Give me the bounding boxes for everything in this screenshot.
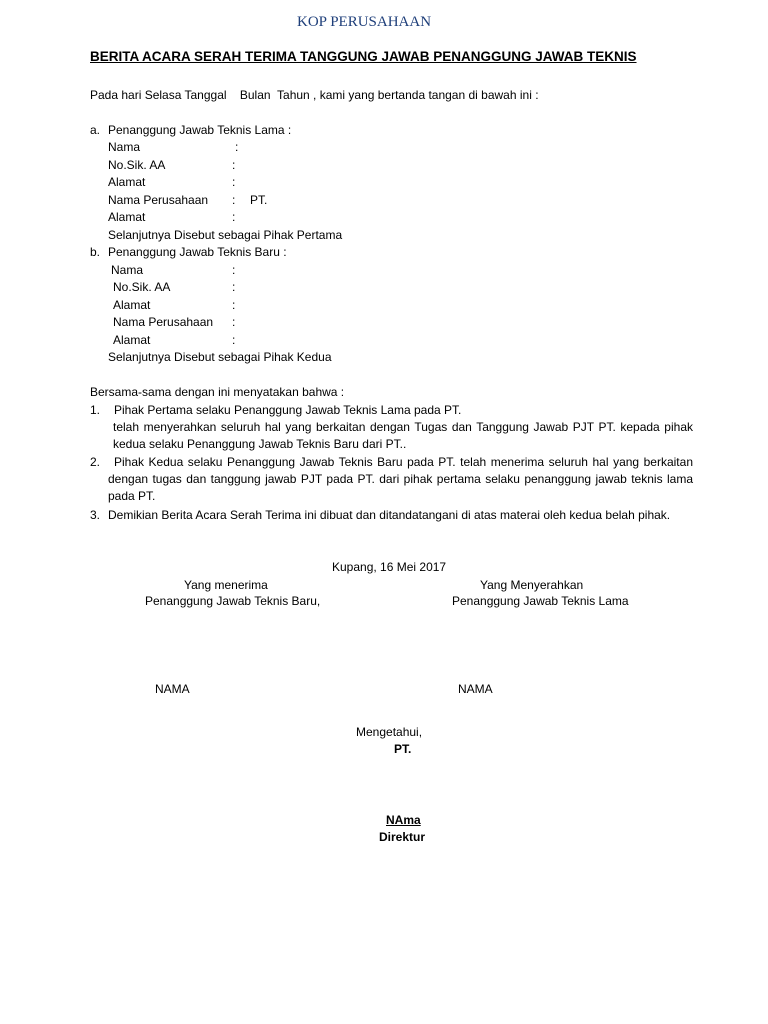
party-b-marker: b. <box>90 245 101 259</box>
party-b-heading: Penanggung Jawab Teknis Baru : <box>108 245 287 259</box>
document-title: BERITA ACARA SERAH TERIMA TANGGUNG JAWAB PENANGGUNG JAWAB TEKNIS <box>90 49 637 64</box>
letterhead: KOP PERUSAHAAN <box>297 14 432 30</box>
party-b-footer: Selanjutnya Disebut sebagai Pihak Kedua <box>108 350 332 364</box>
party-b-company-colon: : <box>232 315 236 329</box>
party-b-sik-label: No.Sik. AA <box>113 280 171 294</box>
party-a-address-colon: : <box>232 175 236 189</box>
left-signer-name: NAMA <box>155 682 190 696</box>
party-a-name-colon: : <box>235 140 239 154</box>
opening-line: Pada hari Selasa Tanggal Bulan Tahun , kami yang bertanda tangan di bawah ini : <box>90 88 539 102</box>
right-signer-title: Penanggung Jawab Teknis Lama <box>452 594 629 608</box>
party-a-company-value: PT. <box>250 193 268 207</box>
party-a-name-label: Nama <box>108 140 141 154</box>
statement-2-number: 2. <box>90 455 101 469</box>
acknowledge-company: PT. <box>394 742 412 756</box>
party-a-company-colon: : <box>232 193 236 207</box>
left-signer-title: Penanggung Jawab Teknis Baru, <box>145 594 321 608</box>
party-a-address-label: Alamat <box>108 175 146 189</box>
party-a-footer: Selanjutnya Disebut sebagai Pihak Pertama <box>108 228 343 242</box>
party-a-heading: Penanggung Jawab Teknis Lama : <box>108 123 292 137</box>
statement-1-number: 1. <box>90 403 101 417</box>
director-name: NAma <box>386 813 421 827</box>
left-signer-role: Yang menerima <box>184 578 268 592</box>
party-a-sik-colon: : <box>232 158 236 172</box>
party-b-address2-colon: : <box>232 333 236 347</box>
party-b-name-label: Nama <box>111 263 144 277</box>
party-a-address2-label: Alamat <box>108 210 146 224</box>
party-b-name-colon: : <box>232 263 236 277</box>
party-b-address-label: Alamat <box>113 298 151 312</box>
place-date: Kupang, 16 Mei 2017 <box>332 560 447 574</box>
party-a-company-label: Nama Perusahaan <box>108 193 209 207</box>
party-b-company-label: Nama Perusahaan <box>113 315 214 329</box>
right-signer-name: NAMA <box>458 682 493 696</box>
party-b-address-colon: : <box>232 298 236 312</box>
party-a-address2-colon: : <box>232 210 236 224</box>
right-signer-role: Yang Menyerahkan <box>480 578 584 592</box>
statement-3-number: 3. <box>90 508 101 522</box>
statement-3-text: Demikian Berita Acara Serah Terima ini dibuat dan ditandatangani di atas materai oleh kedua belah pihak. <box>108 508 671 522</box>
statement-1-body: telah menyerahkan seluruh hal yang berkaitan dengan Tugas dan Tanggung Jawab PJT PT. kepada pihak kedua selaku Penanggung Jawab Teknis Baru dari PT.. <box>113 420 693 451</box>
party-a-sik-label: No.Sik. AA <box>108 158 166 172</box>
statement-intro: Bersama-sama dengan ini menyatakan bahwa : <box>90 385 345 399</box>
acknowledge-label: Mengetahui, <box>356 725 423 739</box>
director-position: Direktur <box>379 830 426 844</box>
party-a-marker: a. <box>90 123 101 137</box>
statement-2-text: Pihak Kedua selaku Penanggung Jawab Teknis Baru pada PT. telah menerima seluruh hal yang berkaitan dengan tugas dan tanggung jawab PJT pada PT. dari pihak pertama selaku penanggung jawab teknis lama pada PT. <box>108 455 693 503</box>
statement-1-first-line: Pihak Pertama selaku Penanggung Jawab Teknis Lama pada PT. <box>114 403 462 417</box>
party-b-address2-label: Alamat <box>113 333 151 347</box>
party-b-sik-colon: : <box>232 280 236 294</box>
